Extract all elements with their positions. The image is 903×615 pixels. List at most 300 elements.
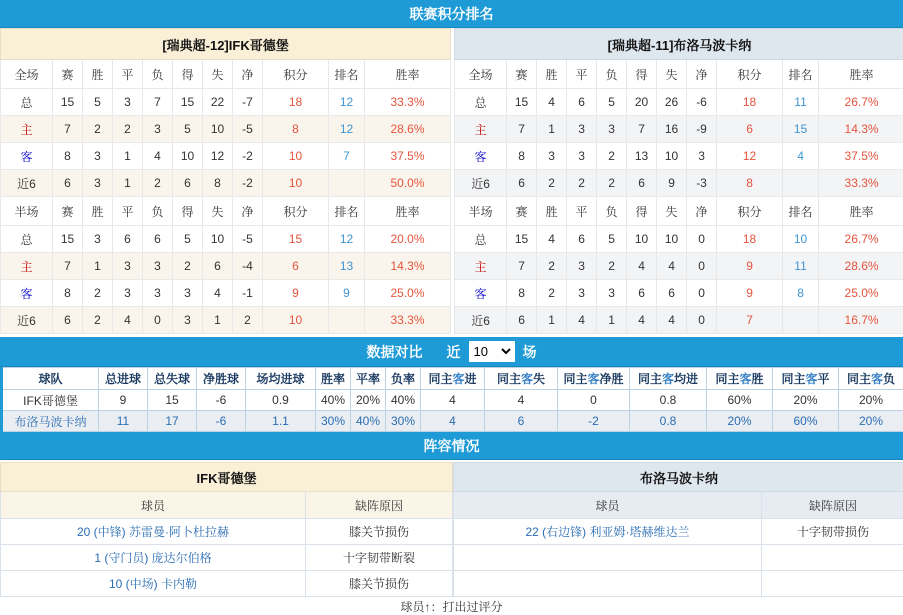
points-cell: 6 — [717, 116, 783, 143]
points-cell: 18 — [263, 89, 329, 116]
absence-reason-cell: 十字韧带损伤 — [762, 519, 903, 545]
standings-row — [1, 170, 451, 197]
row-scope-label: 主 — [1, 253, 53, 280]
stat-cell: 60% — [707, 390, 773, 411]
stat-cell: 1 — [203, 307, 233, 334]
stat-cell: 6 — [627, 170, 657, 197]
stat-cell: 3 — [143, 116, 173, 143]
standings-column-header: 胜 — [537, 60, 567, 89]
standings-row — [455, 143, 903, 170]
rank-cell — [329, 307, 365, 334]
stat-cell: 7 — [507, 116, 537, 143]
standings-column-header: 胜率 — [819, 60, 903, 89]
stat-cell: 17 — [148, 411, 197, 432]
row-scope-label: 总 — [1, 226, 53, 253]
standings-row — [455, 226, 903, 253]
stat-cell: 7 — [507, 253, 537, 280]
header-away-char: 客 — [452, 372, 464, 386]
header-text: 同主 — [715, 372, 739, 386]
stat-cell: 6 — [203, 253, 233, 280]
stat-cell: 0 — [687, 253, 717, 280]
stat-cell: 30% — [316, 411, 351, 432]
comparison-table — [0, 367, 903, 432]
stat-cell: 5 — [173, 116, 203, 143]
standings-column-header: 负 — [143, 60, 173, 89]
standings-section — [0, 28, 903, 334]
row-scope-label: 总 — [1, 89, 53, 116]
stat-cell: 3 — [83, 170, 113, 197]
stat-cell: 3 — [113, 89, 143, 116]
standings-column-header: 赛 — [507, 60, 537, 89]
stat-cell: 12 — [203, 143, 233, 170]
winrate-cell: 16.7% — [819, 307, 903, 334]
team-title-row — [455, 29, 903, 60]
winrate-cell: 33.3% — [365, 307, 451, 334]
compare-column-header — [773, 368, 839, 390]
compare-column-header — [246, 368, 316, 390]
home-roster-table — [0, 462, 453, 597]
row-scope-label: 总 — [455, 226, 507, 253]
standings-row — [1, 253, 451, 280]
stat-cell: 6 — [485, 411, 558, 432]
stat-cell: 4 — [567, 307, 597, 334]
header-text: 同主 — [847, 372, 871, 386]
stat-cell: 2 — [143, 170, 173, 197]
stat-cell: 20% — [839, 411, 903, 432]
stat-cell: 3 — [597, 280, 627, 307]
stat-cell: 15 — [53, 226, 83, 253]
absence-reason-cell: 十字韧带断裂 — [306, 545, 453, 571]
points-cell: 10 — [263, 170, 329, 197]
header-text: 净胜球 — [203, 372, 239, 386]
points-cell: 6 — [263, 253, 329, 280]
winrate-cell: 28.6% — [819, 253, 903, 280]
standings-column-header: 平 — [567, 197, 597, 226]
standings-column-header: 净 — [687, 60, 717, 89]
away-team-title: [瑞典超-11]布洛马波卡纳 — [455, 29, 903, 60]
standings-column-header: 净 — [233, 197, 263, 226]
standings-column-header: 胜率 — [365, 60, 451, 89]
standings-column-header: 负 — [597, 197, 627, 226]
stat-cell: 4 — [485, 390, 558, 411]
stat-cell: 3 — [173, 280, 203, 307]
home-team-title: [瑞典超-12]IFK哥德堡 — [1, 29, 451, 60]
stat-cell: -2 — [233, 170, 263, 197]
compare-column-header — [197, 368, 246, 390]
team-name-cell: 布洛马波卡纳 — [2, 411, 99, 432]
absence-reason-cell: 膝关节损伤 — [306, 519, 453, 545]
compare-column-header — [316, 368, 351, 390]
points-cell: 9 — [717, 280, 783, 307]
standings-column-header: 赛 — [53, 197, 83, 226]
stat-cell: 3 — [567, 116, 597, 143]
stat-cell: 2 — [83, 116, 113, 143]
player-column-header: 球员 — [454, 492, 762, 519]
stat-cell: 20 — [627, 89, 657, 116]
standings-column-header: 排名 — [329, 197, 365, 226]
fulltime-header-row — [1, 60, 451, 89]
standings-column-header: 得 — [627, 197, 657, 226]
winrate-cell: 37.5% — [365, 143, 451, 170]
stat-cell: -6 — [197, 411, 246, 432]
header-text: 净胜 — [600, 372, 624, 386]
header-text: 平 — [818, 372, 830, 386]
winrate-cell: 26.7% — [819, 226, 903, 253]
standings-column-header: 赛 — [507, 197, 537, 226]
roster-row — [1, 545, 453, 571]
compare-column-header — [707, 368, 773, 390]
rank-cell: 12 — [329, 116, 365, 143]
absence-reason-cell — [762, 571, 903, 597]
stat-cell: 3 — [687, 143, 717, 170]
header-text: 同主 — [781, 372, 805, 386]
roster-row — [454, 545, 903, 571]
stat-cell: 6 — [173, 170, 203, 197]
header-text: 总失球 — [154, 372, 190, 386]
team-name-cell: IFK哥德堡 — [2, 390, 99, 411]
standings-column-header: 失 — [203, 197, 233, 226]
stat-cell: 40% — [386, 390, 421, 411]
stat-cell: 0 — [143, 307, 173, 334]
stat-cell: 9 — [99, 390, 148, 411]
rank-cell: 15 — [783, 116, 819, 143]
standings-column-header: 排名 — [329, 60, 365, 89]
points-cell: 8 — [263, 116, 329, 143]
stat-cell: 8 — [203, 170, 233, 197]
standings-row — [1, 89, 451, 116]
stat-cell: 6 — [567, 89, 597, 116]
stat-cell: 6 — [53, 170, 83, 197]
section-title: 数据对比 — [367, 342, 423, 362]
stat-cell: 10 — [173, 143, 203, 170]
stat-cell: 2 — [83, 307, 113, 334]
winrate-cell: 26.7% — [819, 89, 903, 116]
league-ranking-section-bar — [0, 0, 903, 28]
stat-cell: 0 — [687, 280, 717, 307]
stat-cell: 0 — [687, 226, 717, 253]
stat-cell: 6 — [567, 226, 597, 253]
section-title: 联赛积分排名 — [410, 4, 494, 24]
stat-cell: 26 — [657, 89, 687, 116]
header-text: 同主 — [638, 372, 662, 386]
compare-column-header — [99, 368, 148, 390]
row-scope-label: 客 — [1, 280, 53, 307]
stat-cell: 4 — [143, 143, 173, 170]
standings-row — [1, 307, 451, 334]
reason-column-header: 缺阵原因 — [306, 492, 453, 519]
standings-row — [455, 89, 903, 116]
row-scope-label: 近6 — [1, 170, 53, 197]
points-cell: 9 — [263, 280, 329, 307]
stat-cell: 40% — [351, 411, 386, 432]
stat-cell: 2 — [567, 170, 597, 197]
standings-column-header: 净 — [233, 60, 263, 89]
stat-cell: -7 — [233, 89, 263, 116]
stat-cell: 3 — [113, 253, 143, 280]
player-column-header: 球员 — [1, 492, 306, 519]
header-text: 胜 — [752, 372, 764, 386]
standings-column-header: 胜率 — [819, 197, 903, 226]
stat-cell: 3 — [143, 280, 173, 307]
roster-row — [454, 571, 903, 597]
standings-row — [1, 116, 451, 143]
header-text: 同主 — [497, 372, 521, 386]
rank-cell: 11 — [783, 89, 819, 116]
standings-row — [1, 226, 451, 253]
rank-cell: 7 — [329, 143, 365, 170]
header-text: 同主 — [428, 372, 452, 386]
games-label: 场 — [523, 342, 537, 362]
stat-cell: 3 — [567, 280, 597, 307]
stat-cell: 4 — [421, 411, 485, 432]
roster-title-row — [1, 463, 453, 492]
stat-cell: 3 — [567, 143, 597, 170]
stat-cell: 0 — [558, 390, 630, 411]
header-away-char: 客 — [521, 372, 533, 386]
stat-cell: 10 — [657, 226, 687, 253]
halftime-header-row — [1, 197, 451, 226]
stat-cell: 15 — [173, 89, 203, 116]
stat-cell: 2 — [173, 253, 203, 280]
standings-column-header: 得 — [173, 197, 203, 226]
stat-cell: 1.1 — [246, 411, 316, 432]
standings-column-header: 半场 — [1, 197, 53, 226]
stat-cell: -3 — [687, 170, 717, 197]
row-scope-label: 总 — [455, 89, 507, 116]
stat-cell: 2 — [597, 143, 627, 170]
standings-row — [455, 253, 903, 280]
stat-cell: 10 — [627, 226, 657, 253]
standings-column-header: 排名 — [783, 197, 819, 226]
points-cell: 10 — [263, 143, 329, 170]
stat-cell: 0.9 — [246, 390, 316, 411]
stat-cell: -9 — [687, 116, 717, 143]
stat-cell: 40% — [316, 390, 351, 411]
header-text: 负率 — [391, 372, 415, 386]
winrate-cell: 33.3% — [819, 170, 903, 197]
standings-column-header: 平 — [113, 197, 143, 226]
stat-cell: 2 — [113, 116, 143, 143]
rank-cell: 11 — [783, 253, 819, 280]
compare-row — [2, 411, 903, 432]
compare-column-header — [351, 368, 386, 390]
home-standings-table — [0, 28, 451, 334]
compare-column-header — [421, 368, 485, 390]
stat-cell: 4 — [657, 307, 687, 334]
stat-cell: 11 — [99, 411, 148, 432]
stat-cell: 20% — [351, 390, 386, 411]
comparison-header-row — [2, 368, 903, 390]
standings-column-header: 胜 — [83, 60, 113, 89]
stat-cell: 4 — [537, 226, 567, 253]
stat-cell: -2 — [558, 411, 630, 432]
stat-cell: 2 — [83, 280, 113, 307]
stat-cell: 9 — [657, 170, 687, 197]
stat-cell: 6 — [53, 307, 83, 334]
header-text: 场均进球 — [256, 372, 304, 386]
roster-row — [454, 519, 903, 545]
header-text: 平率 — [356, 372, 380, 386]
stat-cell: 3 — [143, 253, 173, 280]
stat-cell: 7 — [53, 253, 83, 280]
compare-column-header — [630, 368, 707, 390]
stat-cell: 13 — [627, 143, 657, 170]
row-scope-label: 近6 — [455, 307, 507, 334]
stat-cell: 6 — [507, 307, 537, 334]
stat-cell: 3 — [567, 253, 597, 280]
winrate-cell: 25.0% — [819, 280, 903, 307]
header-text: 均进 — [674, 372, 698, 386]
row-scope-label: 主 — [455, 116, 507, 143]
standings-column-header: 赛 — [53, 60, 83, 89]
stat-cell: 20% — [839, 390, 903, 411]
rank-cell — [783, 307, 819, 334]
stat-cell: 10 — [203, 226, 233, 253]
stat-cell: 1 — [537, 307, 567, 334]
stat-cell: 3 — [83, 226, 113, 253]
points-cell: 7 — [717, 307, 783, 334]
header-away-char: 客 — [662, 372, 674, 386]
stat-cell: 5 — [83, 89, 113, 116]
header-text: 胜率 — [321, 372, 345, 386]
stat-cell: 0.8 — [630, 390, 707, 411]
stat-cell: 4 — [113, 307, 143, 334]
row-scope-label: 近6 — [1, 307, 53, 334]
stat-cell: -5 — [233, 226, 263, 253]
row-scope-label: 客 — [455, 280, 507, 307]
row-scope-label: 客 — [455, 143, 507, 170]
stat-cell: 8 — [53, 280, 83, 307]
standings-row — [455, 116, 903, 143]
section-title: 阵容情况 — [424, 436, 480, 456]
winrate-cell: 14.3% — [819, 116, 903, 143]
stat-cell: 7 — [627, 116, 657, 143]
stat-cell: 0 — [687, 307, 717, 334]
stat-cell: 6 — [113, 226, 143, 253]
stat-cell: 3 — [173, 307, 203, 334]
away-roster-title: 布洛马波卡纳 — [454, 463, 903, 492]
stat-cell: 1 — [537, 116, 567, 143]
standings-column-header: 全场 — [1, 60, 53, 89]
stat-cell: 8 — [507, 280, 537, 307]
recent-label: 近 — [447, 342, 461, 362]
stat-cell: 5 — [173, 226, 203, 253]
header-away-char: 客 — [739, 372, 751, 386]
stat-cell: 8 — [53, 143, 83, 170]
stat-cell: 1 — [113, 170, 143, 197]
away-roster-table — [453, 462, 903, 597]
standings-column-header: 半场 — [455, 197, 507, 226]
rank-cell — [783, 170, 819, 197]
compare-column-header — [148, 368, 197, 390]
absence-reason-cell — [762, 545, 903, 571]
reason-column-header: 缺阵原因 — [762, 492, 903, 519]
stat-cell: 2 — [537, 253, 567, 280]
points-cell: 15 — [263, 226, 329, 253]
points-cell: 10 — [263, 307, 329, 334]
player-cell — [454, 545, 762, 571]
halftime-header-row — [455, 197, 903, 226]
points-cell: 18 — [717, 89, 783, 116]
header-text: 失 — [533, 372, 545, 386]
standings-column-header: 净 — [687, 197, 717, 226]
winrate-cell: 25.0% — [365, 280, 451, 307]
stat-cell: 10 — [203, 116, 233, 143]
player-cell: 20 (中锋) 苏雷曼·阿卜杜拉赫 — [1, 519, 306, 545]
stat-cell: 5 — [597, 89, 627, 116]
stat-cell: 30% — [386, 411, 421, 432]
stat-cell: 6 — [657, 280, 687, 307]
compare-column-header — [839, 368, 903, 390]
standings-row — [455, 280, 903, 307]
winrate-cell: 20.0% — [365, 226, 451, 253]
rank-cell: 8 — [783, 280, 819, 307]
home-roster-title: IFK哥德堡 — [1, 463, 453, 492]
standings-column-header: 负 — [143, 197, 173, 226]
stat-cell: 1 — [597, 307, 627, 334]
stat-cell: 5 — [597, 226, 627, 253]
stat-cell: 8 — [507, 143, 537, 170]
standings-column-header: 平 — [113, 60, 143, 89]
stat-cell: -1 — [233, 280, 263, 307]
stat-cell: 2 — [233, 307, 263, 334]
winrate-cell: 37.5% — [819, 143, 903, 170]
roster-row — [1, 571, 453, 597]
stat-cell: 15 — [507, 89, 537, 116]
standings-column-header: 积分 — [263, 197, 329, 226]
fulltime-header-row — [455, 60, 903, 89]
standings-column-header: 胜 — [83, 197, 113, 226]
stat-cell: 2 — [597, 253, 627, 280]
stat-cell: -6 — [687, 89, 717, 116]
data-compare-section-bar — [0, 337, 903, 367]
stat-cell: 2 — [537, 170, 567, 197]
header-text: 负 — [883, 372, 895, 386]
rank-cell: 4 — [783, 143, 819, 170]
standings-column-header: 排名 — [783, 60, 819, 89]
roster-header-row — [454, 492, 903, 519]
standings-column-header: 失 — [657, 197, 687, 226]
winrate-cell: 50.0% — [365, 170, 451, 197]
row-scope-label: 客 — [1, 143, 53, 170]
compare-column-header — [485, 368, 558, 390]
player-cell: 1 (守门员) 庞达尔伯格 — [1, 545, 306, 571]
standings-column-header: 胜率 — [365, 197, 451, 226]
stat-cell: 6 — [143, 226, 173, 253]
stat-cell: 4 — [627, 253, 657, 280]
header-away-char: 客 — [587, 372, 599, 386]
winrate-cell: 28.6% — [365, 116, 451, 143]
stat-cell: 20% — [773, 390, 839, 411]
away-standings-table — [454, 28, 903, 334]
stat-cell: 3 — [83, 143, 113, 170]
player-cell: 10 (中场) 卡内勒 — [1, 571, 306, 597]
stat-cell: -6 — [197, 390, 246, 411]
stat-cell: 6 — [507, 170, 537, 197]
row-scope-label: 近6 — [455, 170, 507, 197]
standings-column-header: 失 — [203, 60, 233, 89]
standings-column-header: 积分 — [263, 60, 329, 89]
stat-cell: 15 — [507, 226, 537, 253]
stat-cell: 4 — [627, 307, 657, 334]
rank-cell: 9 — [329, 280, 365, 307]
rank-cell: 13 — [329, 253, 365, 280]
header-text: 进 — [465, 372, 477, 386]
roster-row — [1, 519, 453, 545]
points-cell: 8 — [717, 170, 783, 197]
recent-count-select[interactable] — [469, 341, 515, 362]
stat-cell: 1 — [83, 253, 113, 280]
